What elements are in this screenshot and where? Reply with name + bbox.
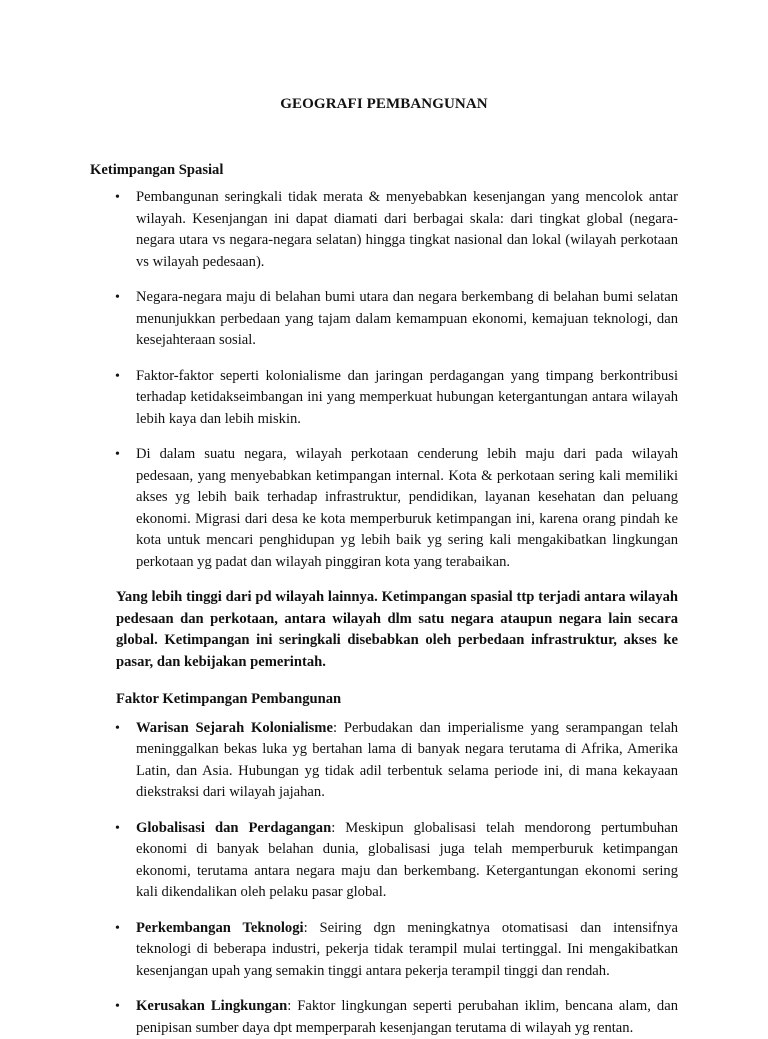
list-item-text: Pembangunan seringkali tidak merata & menyebabkan kesenjangan yang mencolok antar wilayah. Kesenjangan ini dapat diamati dari berbagai skala: dari tingkat global (negara-negara utara vs negara-negara selatan) hingga tingkat nasional dan lokal (wilayah perkotaan vs wilayah pedesaan). [136,189,678,270]
list-item [90,718,678,804]
list-item-text: : Faktor lingkungan seperti perubahan iklim, bencana alam, dan penipisan sumber daya dpt memperparah kesenjangan terutama di wilayah yg rentan. [136,998,678,1036]
list-item-term: Kerusakan Lingkungan [136,998,287,1014]
bullet-icon: • [115,187,120,209]
section-heading: Ketimpangan Spasial [90,160,678,182]
list-item [90,287,678,352]
bullet-icon: • [115,287,120,309]
list-item-term: Warisan Sejarah Kolonialisme [136,720,333,736]
bullet-icon: • [115,818,120,840]
bullet-icon: • [115,918,120,940]
list-item [90,444,678,573]
bullet-icon: • [115,366,120,388]
list-item [90,818,678,904]
bullet-list [90,187,678,573]
section-ketimpangan-spasial [90,160,678,674]
list-item-term: Globalisasi dan Perdagangan [136,820,331,836]
bullet-icon: • [115,444,120,466]
document-title: GEOGRAFI PEMBANGUNAN [90,94,678,116]
summary-paragraph: Yang lebih tinggi dari pd wilayah lainnya. Ketimpangan spasial ttp terjadi antara wilayah pedesaan dan perkotaan, antara wilayah dlm satu negara ataupun negara lain secara global. Ketimpangan ini seringkali disebabkan oleh perbedaan infrastruktur, akses ke pasar, dan kebijakan pemerintah. [116,587,678,673]
list-item-text: Negara-negara maju di belahan bumi utara dan negara berkembang di belahan bumi selatan menunjukkan perbedaan yang tajam dalam kemampuan ekonomi, kemajuan teknologi, dan kesejahteraan sosial. [136,289,678,348]
section-faktor-ketimpangan [90,689,678,1039]
bullet-icon: • [115,996,120,1018]
list-item-text: Di dalam suatu negara, wilayah perkotaan cenderung lebih maju dari pada wilayah pedesaan, yang menyebabkan ketimpangan internal. Kota & perkotaan sering kali memiliki akses yg lebih baik terhadap infrastruktur, pendidikan, layanan kesehatan dan peluang ekonomi. Migrasi dari desa ke kota memperburuk ketimpangan ini, karena orang pindah ke kota untuk mencari penghidupan yg lebih baik yg sering kali mengakibatkan lingkungan perkotaan yg padat dan wilayah pinggiran kota yang terabaikan. [136,446,678,570]
list-item-text: : Seiring dgn meningkatnya otomatisasi dan intensifnya teknologi di beberapa industri, pekerja tidak terampil mulai tertinggal. Ini mengakibatkan kesenjangan upah yang semakin tinggi antara pekerja terampil tinggi dan rendah. [136,920,678,979]
list-item [90,366,678,431]
section-heading: Faktor Ketimpangan Pembangunan [116,689,678,711]
list-item-text: : Perbudakan dan imperialisme yang serampangan telah meninggalkan bekas luka yg bertahan lama di banyak negara terutama di Afrika, Amerika Latin, dan Asia. Hubungan yg tidak adil terbentuk selama periode ini, di mana kekayaan diekstraksi dari wilayah jajahan. [136,720,678,801]
list-item-text: : Meskipun globalisasi telah mendorong pertumbuhan ekonomi di banyak belahan dunia, globalisasi juga telah memperburuk ketimpangan ekonomi, terutama antara negara maju dan berkembang. Ketergantungan ekonomi sering kali dikendalikan oleh pelaku pasar global. [136,820,678,901]
bullet-list [90,718,678,1039]
list-item-text: Faktor-faktor seperti kolonialisme dan jaringan perdagangan yang timpang berkontribusi terhadap ketidakseimbangan ini yang memperkuat hubungan ketergantungan antara wilayah lebih kaya dan lebih miskin. [136,368,678,427]
list-item [90,996,678,1039]
list-item [90,918,678,983]
bullet-icon: • [115,718,120,740]
list-item-term: Perkembangan Teknologi [136,920,304,936]
list-item [90,187,678,273]
